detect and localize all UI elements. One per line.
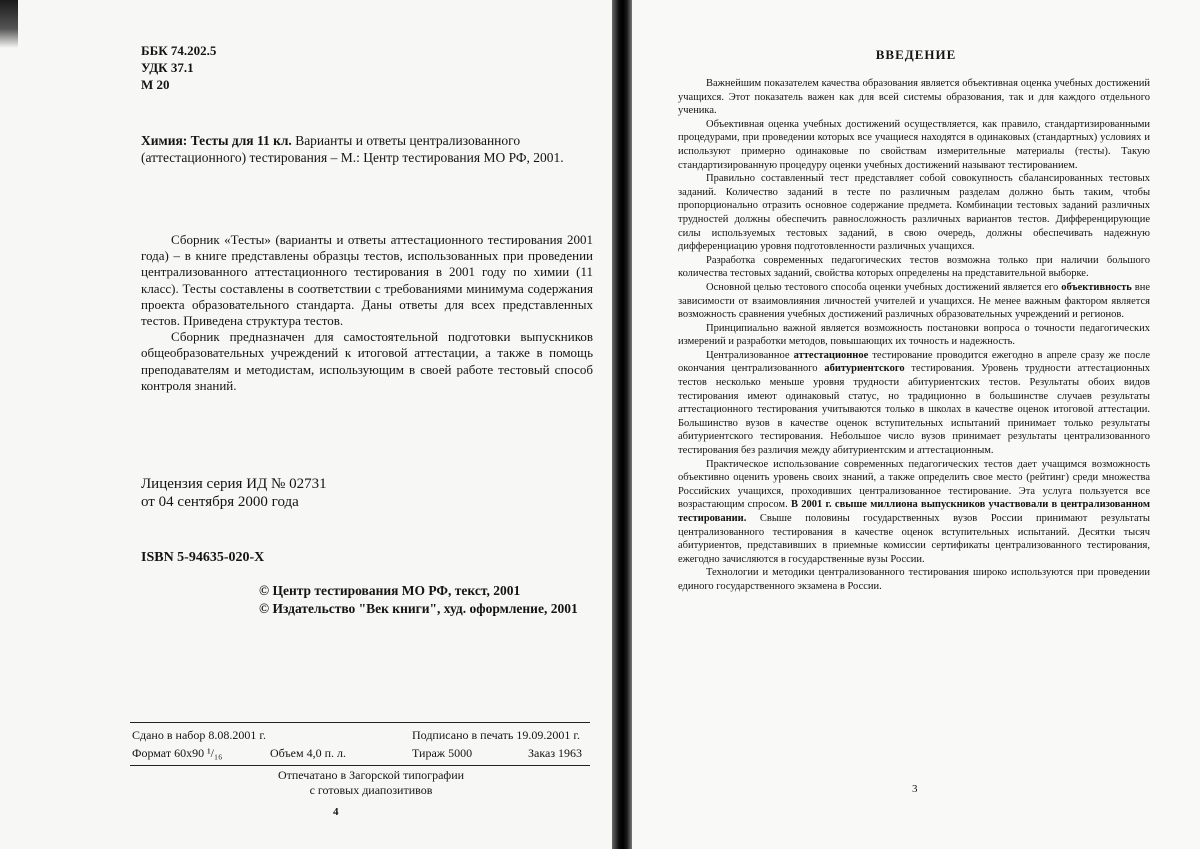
annotation	[141, 232, 593, 394]
page-number: 3	[912, 783, 918, 795]
isbn: ISBN 5-94635-020-X	[141, 550, 265, 565]
paragraph: Правильно составленный тест представляет собой совокупность сбалансированных тестовых заданий. Количество заданий в тесте по различным разделам должно быть таким, чтобы пропорционально отразить основное содержание предмета. Комбинации тестовых заданий различных трудностей должны обеспечить равносложность различных вариантов тестов. Дифференцирующие силы используемых тестовых заданий, в свою очередь, должны обеспечивать надежную дифференциацию уровня подготовленности различных учащихся.	[678, 173, 1150, 253]
emphasis: В 2001 г. свыше миллиона выпускников участвовали в централизованном тестировании.	[678, 499, 1151, 524]
imprint-box	[130, 722, 590, 766]
text-run: тестирование проводится ежегодно в апреле сразу же после окончания централизованного	[678, 349, 1150, 375]
copyright-design: © Издательство "Век книги", худ. оформление, 2001	[259, 601, 578, 616]
author-mark: М 20	[141, 77, 170, 92]
paragraph: Разработка современных педагогических тестов возможна только при наличии большого количества тестовых заданий, свойства которых определены на представительной выборке.	[678, 254, 1150, 280]
page-number: 4	[333, 806, 339, 818]
scan-edge-mark	[0, 0, 18, 48]
emphasis: объективность	[1061, 281, 1132, 293]
introduction-body	[678, 77, 1150, 594]
book-title: Химия: Тесты для 11 кл.	[141, 133, 292, 148]
annotation-paragraph: Сборник предназначен для самостоятельной подготовки выпускников общеобразовательных учреждений к итоговой аттестации, а также в помощь преподавателям и методистам, использующим в своей работе тестовый способ контроля знаний.	[141, 329, 593, 393]
paragraph: Объективная оценка учебных достижений осуществляется, как правило, стандартизированными процедурами, при проведении которых все учащиеся находятся в одинаковых (стандартных) условиях и используют примерно одинаковые по свойствам измерительные материалы (тесты). Такую стандартизированную процедуру оценки учебных достижений называют тестированием.	[678, 118, 1150, 171]
imprint-order: Заказ 1963	[528, 746, 583, 760]
book-spine	[612, 0, 632, 849]
bibliographic-record	[141, 132, 589, 166]
right-page	[632, 0, 1200, 849]
printing-house-line: Отпечатано в Загорской типографии	[277, 768, 465, 782]
copyright-block	[259, 582, 578, 618]
paragraph	[678, 349, 1150, 458]
bbk-code: ББК 74.202.5	[141, 43, 217, 58]
printing-house-line: с готовых диапозитивов	[309, 783, 433, 797]
text-run: Основной целью тестового способа оценки учебных достижений является его	[706, 281, 1062, 293]
paragraph: Принципиально важной является возможность постановки вопроса о точности педагогических измерений и разработки методов, повышающих их точность и надежность.	[678, 322, 1150, 348]
imprint-volume: Объем 4,0 п. л.	[270, 746, 347, 760]
emphasis: аттестационное	[793, 349, 869, 361]
text-run: вне зависимости от взаимовлияния личностей учителей и учащихся. Не менее важным фактором является возможность сравнения учебных достижений различных образовательных учреждений и регионов.	[678, 281, 1150, 321]
imprint-set-date: Сдано в набор 8.08.2001 г.	[132, 728, 266, 742]
paragraph: Технологии и методики централизованного тестирования широко используются при проведении единого государственного экзамена в России.	[678, 567, 1150, 592]
text-run: Свыше половины государственных вузов России принимают результаты централизованного тестирования в качестве оценок вступительных испытаний. Десятки тысяч абитуриентов, представивших в приемные комиссии сертификаты централизованного тестирования, ежегодно зачисляются в государственные вузы России.	[678, 513, 1150, 565]
imprint-format: Формат 60х90 ¹/₁₆	[132, 746, 223, 760]
paragraph: Важнейшим показателем качества образования является объективная оценка учебных достижений учащихся. Этот показатель важен как для всей системы образования, так и для каждого отдельного ученика.	[678, 78, 1150, 117]
license-info	[141, 475, 327, 511]
emphasis: абитуриентского	[824, 363, 905, 375]
section-title: ВВЕДЕНИЕ	[875, 47, 957, 62]
bibliographic-details: Варианты и ответы централизованного (аттестационного) тестирования – М.: Центр тестирования МО РФ, 2001.	[141, 133, 564, 165]
classification-codes	[141, 42, 216, 93]
paragraph	[678, 458, 1150, 567]
text-run: Централизованное	[706, 349, 794, 361]
annotation-paragraph: Сборник «Тесты» (варианты и ответы аттестационного тестирования 2001 года) – в книге представлены образцы тестов, использованных при проведении централизованного аттестационного тестирования в 2001 году по химии (11 класс). Тесты составлены в соответствии с требованиями минимума содержания проекта образовательного стандарта. Даны ответы для всех представленных тестов. Приведена структура тестов.	[141, 232, 593, 329]
imprint-signed-date: Подписано в печать 19.09.2001 г.	[412, 728, 580, 742]
printing-house	[141, 768, 601, 798]
text-run: Практическое использование современных педагогических тестов дает учащимся возможность объективно оценить уровень своих знаний, а также определить свое место (рейтинг) среди множества Российских учащихся, проходивших централизованное тестирование. Эта услуга пользуется все возрастающим спросом.	[678, 458, 1150, 511]
license-number: Лицензия серия ИД № 02731	[141, 476, 327, 492]
paragraph	[678, 281, 1150, 322]
text-run: тестирования. Уровень трудности аттестационных тестов несколько меньше уровня трудности абитуриентских тестов. Результаты обоих видов тестирования имеют одинаковый статус, но традиционно в большинстве случаев результаты аттестационного тестирования учитываются только в школах в качестве оценок итоговой аттестации. Большинство вузов в качестве оценок вступительных испытаний принимает только результаты абитуриентского тестирования. Небольшое число вузов принимает результаты централизованного тестирования без различия между абитуриентским и аттестационным.	[678, 363, 1151, 457]
copyright-text: © Центр тестирования МО РФ, текст, 2001	[259, 583, 521, 598]
license-date: от 04 сентября 2000 года	[141, 494, 299, 510]
udk-code: УДК 37.1	[141, 60, 194, 75]
imprint-print-run: Тираж 5000	[412, 746, 473, 760]
